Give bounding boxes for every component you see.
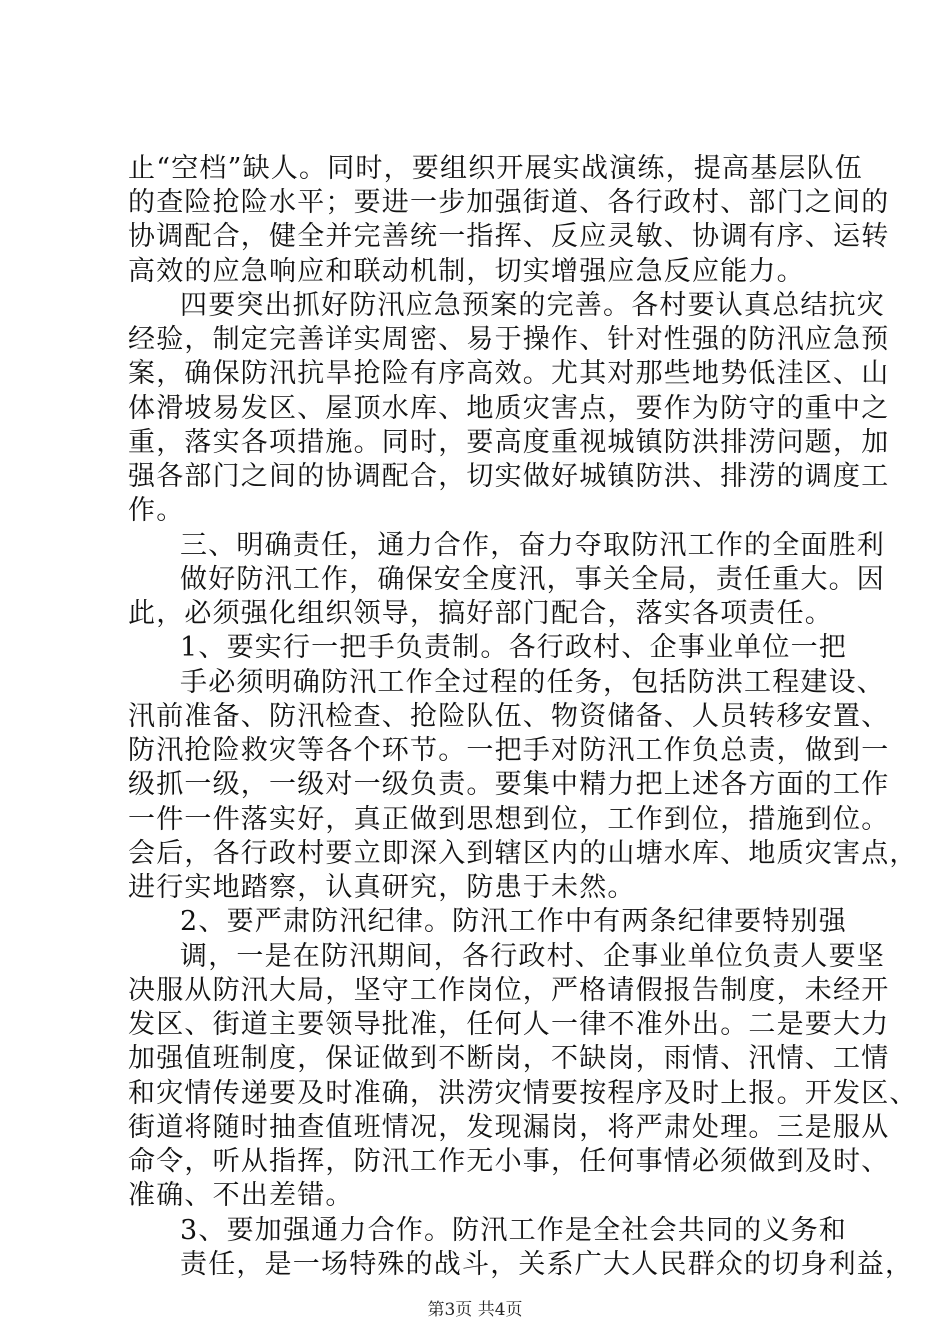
text-line: 决服从防汛大局，坚守工作岗位，严格请假报告制度，未经开	[128, 975, 890, 1006]
section-heading: 三、明确责任，通力合作，奋力夺取防汛工作的全面胜利	[180, 530, 885, 561]
text-line: 高效的应急响应和联动机制，切实增强应急反应能力。	[128, 256, 805, 287]
paragraph-start-line: 3、要加强通力合作。防汛工作是全社会共同的义务和	[180, 1215, 847, 1246]
text-line: 手必须明确防汛工作全过程的任务，包括防洪工程建设、	[180, 667, 885, 698]
text-line: 级抓一级，一级对一级负责。要集中精力把上述各方面的工作	[128, 769, 890, 800]
text-line: 的查险抢险水平；要进一步加强街道、各行政村、部门之间的	[128, 187, 890, 218]
text-line: 命令，听从指挥，防汛工作无小事，任何事情必须做到及时、	[128, 1146, 890, 1177]
paragraph-start-line: 四要突出抓好防汛应急预案的完善。各村要认真总结抗灾	[180, 290, 885, 321]
text-line: 防汛抢险救灾等各个环节。一把手对防汛工作负总责，做到一	[128, 735, 890, 766]
text-line: 协调配合，健全并完善统一指挥、反应灵敏、协调有序、运转	[128, 221, 890, 252]
page-number-footer: 第3页 共4页	[427, 1300, 523, 1320]
text-line: 作。	[128, 495, 185, 526]
text-line: 和灾情传递要及时准确，洪涝灾情要按程序及时上报。开发区、	[128, 1078, 918, 1109]
text-line: 重，落实各项措施。同时，要高度重视城镇防洪排涝问题，加	[128, 427, 890, 458]
text-line: 责任，是一场特殊的战斗，关系广大人民群众的切身利益，	[180, 1249, 914, 1280]
text-line: 准确、不出差错。	[128, 1180, 354, 1211]
text-line: 汛前准备、防汛检查、抢险队伍、物资储备、人员转移安置、	[128, 701, 890, 732]
text-line: 一件一件落实好，真正做到思想到位，工作到位，措施到位。	[128, 804, 890, 835]
paragraph-start-line: 1、要实行一把手负责制。各行政村、企事业单位一把	[180, 632, 847, 663]
paragraph-start-line: 2、要严肃防汛纪律。防汛工作中有两条纪律要特别强	[180, 906, 847, 937]
text-line: 此，必须强化组织领导，搞好部门配合，落实各项责任。	[128, 598, 833, 629]
text-line: 加强值班制度，保证做到不断岗，不缺岗，雨情、汛情、工情	[128, 1043, 890, 1074]
text-line: 调，一是在防汛期间，各行政村、企事业单位负责人要坚	[180, 941, 885, 972]
text-line: 进行实地踏察，认真研究，防患于未然。	[128, 872, 636, 903]
text-line: 街道将随时抽查值班情况，发现漏岗，将严肃处理。三是服从	[128, 1112, 890, 1143]
text-line: 止“空档”缺人。同时，要组织开展实战演练，提高基层队伍	[128, 153, 864, 184]
text-line: 案，确保防汛抗旱抢险有序高效。尤其对那些地势低洼区、山	[128, 358, 890, 389]
text-line: 体滑坡易发区、屋顶水库、地质灾害点，要作为防守的重中之	[128, 393, 890, 424]
text-line: 经验，制定完善详实周密、易于操作、针对性强的防汛应急预	[128, 324, 890, 355]
text-line: 发区、街道主要领导批准，任何人一律不准外出。二是要大力	[128, 1009, 890, 1040]
text-line: 会后，各行政村要立即深入到辖区内的山塘水库、地质灾害点，	[128, 838, 918, 869]
text-line: 强各部门之间的协调配合，切实做好城镇防洪、排涝的调度工	[128, 461, 890, 492]
paragraph-start-line: 做好防汛工作，确保安全度汛，事关全局，责任重大。因	[180, 564, 885, 595]
